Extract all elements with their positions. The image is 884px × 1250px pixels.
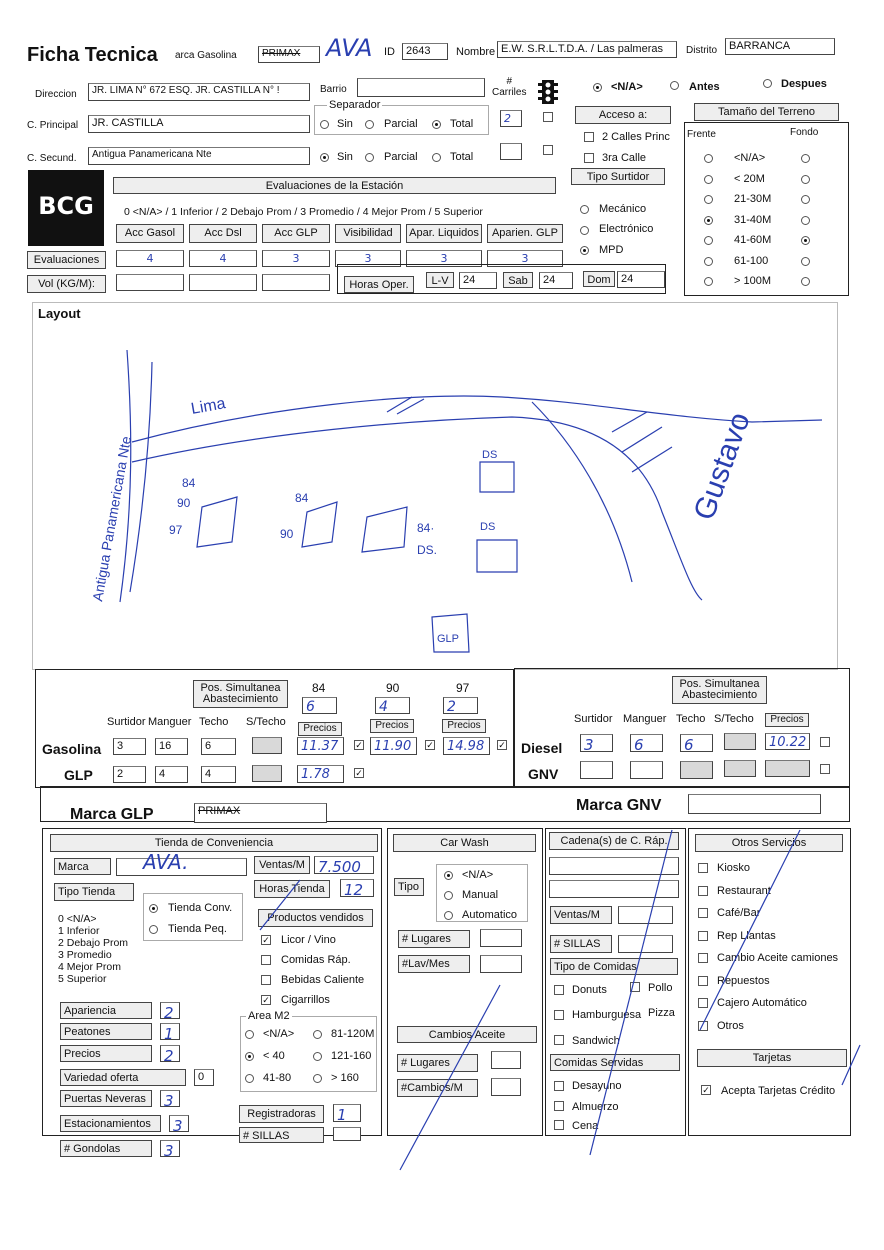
vol-field-2[interactable]	[262, 274, 330, 291]
gnv-manguer[interactable]	[630, 761, 663, 779]
timing-antes-radio[interactable]	[670, 81, 679, 90]
cadena-sillas-label: # SILLAS	[550, 935, 612, 953]
evaluaciones-scale: 0 <N/A> / 1 Inferior / 2 Debajo Prom / 3 Promedio / 4 Mejor Prom / 5 Superior	[124, 206, 483, 218]
otros-label-3: Rep Llantas	[717, 929, 776, 942]
terreno-size-label-4: 41-60M	[734, 234, 772, 246]
gasolina-surtidor[interactable]: 3	[113, 738, 146, 755]
terreno-size-label-3: 31-40M	[734, 213, 772, 226]
tienda-ventas-field[interactable]: 7.500	[314, 856, 374, 874]
tarjetas-check[interactable]: ✓	[702, 1085, 710, 1095]
acceso-header: Acceso a:	[575, 106, 671, 124]
cadena-ventas-label: Ventas/M	[550, 906, 612, 924]
tienda-horas-field[interactable]: 12	[340, 879, 374, 897]
tienda-precios-field[interactable]: 2	[160, 1045, 180, 1062]
eval-col-3: Visibilidad	[335, 224, 401, 243]
tienda-scale-5: 5 Superior	[58, 973, 107, 985]
id-field[interactable]: 2643	[402, 43, 448, 60]
diesel-techo[interactable]: 6	[680, 734, 713, 752]
id-label: ID	[384, 46, 395, 58]
timing-antes-label: Antes	[689, 81, 720, 93]
horas-sab-label: Sab	[503, 272, 533, 288]
area-label-2: < 40	[263, 1050, 285, 1062]
carwash-opt-label-1: Manual	[462, 889, 499, 901]
sep2-sin-label: Sin	[337, 151, 353, 163]
carriles-field-2[interactable]	[500, 143, 522, 160]
surtidor-mpd-label: MPD	[599, 244, 624, 256]
svg-text:DS.: DS.	[417, 543, 438, 557]
tienda-peq-label: Tienda Peq.	[168, 923, 227, 935]
tienda-scale-1: 1 Inferior	[58, 925, 100, 937]
marca-glp-label: Marca GLP	[70, 806, 154, 823]
gnv-stecho[interactable]	[724, 760, 756, 777]
svg-text:Gustavo: Gustavo	[687, 408, 757, 525]
terreno-fondo-radio-2[interactable]	[801, 195, 810, 204]
tienda-variedad-field[interactable]: 0	[194, 1069, 214, 1086]
registradoras-field[interactable]: 1	[333, 1104, 361, 1122]
servida-cena-label: Cena	[572, 1120, 599, 1132]
principal-label: C. Principal	[27, 120, 79, 131]
eval-col-1: Acc Dsl	[189, 224, 257, 243]
otros-label-5: Repuestos	[717, 974, 770, 987]
evaluaciones-header: Evaluaciones de la Estación	[113, 177, 556, 194]
barrio-field[interactable]	[357, 78, 485, 97]
col-stecho-left: S/Techo	[246, 716, 286, 728]
distrito-field[interactable]: BARRANCA	[725, 38, 835, 55]
gnv-techo[interactable]	[680, 761, 713, 779]
marca-glp-field[interactable]: PRIMAX	[194, 803, 327, 823]
nombre-field[interactable]: E.W. S.R.L.T.D.A. / Las palmeras	[497, 41, 677, 58]
surtidor-electronico-radio[interactable]	[580, 226, 589, 235]
sep1-parcial-label: Parcial	[384, 118, 418, 130]
marca-label: arca Gasolina	[175, 50, 237, 61]
terreno-size-label-5: 61-100	[734, 254, 769, 267]
direccion-field[interactable]: JR. LIMA N° 672 ESQ. JR. CASTILLA N° !	[88, 83, 310, 101]
terreno-frente-label: Frente	[687, 129, 716, 140]
col-precios-90: Precios	[370, 719, 414, 733]
terreno-frente-radio-2[interactable]	[704, 195, 713, 204]
tienda-gondolas-field[interactable]: 3	[160, 1140, 180, 1157]
tienda-marca-hw: AVA.	[143, 850, 189, 874]
pen-strokes	[0, 820, 884, 1180]
tienda-precios-label: Precios	[60, 1045, 152, 1062]
sep1-parcial-radio[interactable]	[365, 120, 374, 129]
otros-label-7: Otros	[717, 1019, 744, 1032]
terreno-fondo-radio-4[interactable]	[801, 236, 810, 245]
diesel-manguer[interactable]: 6	[630, 734, 663, 752]
col-manguer-right: Manguer	[623, 713, 667, 725]
gnv-surtidor[interactable]	[580, 761, 613, 779]
col-techo-left: Techo	[199, 716, 229, 728]
distrito-label: Distrito	[686, 45, 718, 56]
acceso-2calles-check[interactable]	[584, 132, 594, 142]
comida-sandwich-label: Sandwich	[572, 1035, 620, 1047]
producto-label-0: Licor / Vino	[281, 934, 336, 946]
glp-manguer[interactable]: 4	[155, 766, 188, 783]
carwash-header: Car Wash	[393, 834, 536, 852]
gasolina-manguer[interactable]: 16	[155, 738, 188, 755]
carwash-tipo-label: Tipo	[394, 878, 424, 896]
sep1-total-radio[interactable]	[432, 120, 441, 129]
tienda-peatones-label: Peatones	[60, 1023, 152, 1040]
separador-label: Separador	[329, 99, 381, 111]
diesel-stecho[interactable]	[724, 733, 756, 750]
tienda-apariencia-label: Apariencia	[60, 1002, 152, 1019]
comida-pollo-label: Pollo	[648, 982, 673, 994]
svg-text:90: 90	[177, 496, 191, 510]
timing-na-label: <N/A>	[611, 81, 643, 93]
acceso-3ra-check[interactable]	[584, 153, 594, 163]
svg-text:97: 97	[169, 523, 183, 537]
otros-label-2: Café/Bar	[717, 907, 761, 919]
area-label-1: 81-120M	[331, 1028, 375, 1040]
area-label-5: > 160	[331, 1072, 359, 1084]
tienda-puertas-label: Puertas Neveras	[60, 1090, 152, 1107]
diesel-surtidor[interactable]: 3	[580, 734, 613, 752]
octane-84: 84	[312, 681, 326, 695]
otros-label-6: Cajero Automático	[717, 997, 807, 1009]
tienda-marca-label: Marca	[54, 858, 111, 875]
svg-text:84·: 84·	[417, 521, 435, 535]
nombre-label: Nombre	[456, 46, 496, 58]
sep2-parcial-radio[interactable]	[365, 153, 374, 162]
terreno-fondo-radio-1[interactable]	[801, 175, 810, 184]
tienda-variedad-label: Variedad oferta	[60, 1069, 186, 1086]
timing-despues-label: Despues	[781, 78, 827, 90]
carriles-label: # Carriles	[492, 76, 527, 98]
eval-value-3[interactable]: 3	[335, 250, 401, 267]
horas-dom-label: Dom	[583, 271, 615, 287]
area-label-0: <N/A>	[263, 1028, 295, 1040]
eval-col-0: Acc Gasol	[116, 224, 184, 243]
producto-label-2: Bebidas Caliente	[281, 974, 365, 986]
layout-title: Layout	[38, 306, 81, 321]
tienda-scale-2: 2 Debajo Prom	[58, 937, 129, 949]
col-stecho-right: S/Techo	[714, 713, 754, 725]
horas-sab-field[interactable]: 24	[539, 272, 573, 289]
eval-value-0[interactable]: 4	[116, 250, 184, 267]
sep2-parcial-label: Parcial	[384, 151, 418, 163]
otros-label-1: Restaurant	[717, 884, 771, 897]
eval-value-2[interactable]: 3	[262, 250, 330, 267]
gnv-precio-check[interactable]	[820, 764, 830, 774]
terreno-frente-radio-1[interactable]	[704, 175, 713, 184]
carriles-check-1[interactable]	[543, 112, 553, 122]
tienda-sillas-label: # SILLAS	[239, 1127, 324, 1143]
terreno-header: Tamaño del Terreno	[694, 103, 839, 121]
tienda-estac-label: Estacionamientos	[60, 1115, 161, 1132]
marca-gnv-label: Marca GNV	[576, 797, 662, 814]
servida-desayuno-label: Desayuno	[572, 1080, 622, 1092]
pos-97-field[interactable]: 2	[443, 697, 478, 714]
eval-value-4[interactable]: 3	[406, 250, 482, 267]
precio-84-check[interactable]: ✓	[355, 740, 363, 750]
productos-header: Productos vendidos	[258, 909, 373, 927]
tienda-scale-3: 3 Promedio	[58, 949, 112, 961]
pos-sim-header-right: Pos. Simultanea Abastecimiento	[672, 676, 767, 704]
servida-almuerzo-label: Almuerzo	[572, 1101, 619, 1113]
bcg-logo: BCG	[28, 170, 104, 246]
gasolina-label: Gasolina	[42, 741, 102, 757]
svg-text:90: 90	[280, 527, 294, 541]
diesel-precio-check[interactable]	[820, 737, 830, 747]
acceso-3ra-label: 3ra Calle	[602, 152, 647, 164]
col-precios-diesel: Precios	[765, 713, 809, 727]
traffic-light-icon	[537, 79, 559, 105]
cadena-tipo-header: Tipo de Comidas	[550, 958, 678, 975]
layout-sketch	[32, 302, 838, 670]
sep1-sin-label: Sin	[337, 118, 353, 130]
sep1-sin-radio[interactable]	[320, 120, 329, 129]
terreno-size-label-0: <N/A>	[734, 152, 766, 164]
glp-surtidor[interactable]: 2	[113, 766, 146, 783]
precio-97-check[interactable]: ✓	[498, 740, 506, 750]
producto-check-3[interactable]: ✓	[262, 995, 270, 1005]
tienda-horas-label: Horas Tienda	[254, 880, 330, 898]
surtidor-electronico-label: Electrónico	[599, 223, 654, 235]
eval-col-2: Acc GLP	[262, 224, 330, 243]
terreno-fondo-radio-0[interactable]	[801, 154, 810, 163]
terreno-frente-radio-4[interactable]	[704, 236, 713, 245]
otros-label-4: Cambio Aceite camiones	[717, 952, 839, 964]
terreno-frente-radio-3[interactable]	[704, 216, 713, 225]
comida-hamburguesa-label: Hamburguesa	[572, 1009, 642, 1021]
tienda-tipo-label: Tipo Tienda	[54, 883, 134, 901]
carwash-opt-label-2: Automatico	[462, 909, 518, 921]
terreno-frente-radio-6[interactable]	[704, 277, 713, 286]
terreno-size-label-1: < 20M	[734, 172, 765, 185]
sep2-sin-radio[interactable]	[320, 153, 329, 162]
precio-90-field[interactable]: 11.90	[370, 737, 417, 755]
svg-text:84: 84	[182, 476, 196, 490]
surtidor-mpd-radio[interactable]	[580, 246, 589, 255]
octane-97: 97	[456, 681, 470, 695]
gasolina-stecho[interactable]	[252, 737, 282, 754]
svg-text:84: 84	[295, 491, 309, 505]
horas-lv-label: L-V	[426, 272, 454, 288]
barrio-label: Barrio	[320, 84, 347, 95]
comida-pizza-label: Pizza	[648, 1007, 675, 1019]
tarjetas-header: Tarjetas	[697, 1049, 847, 1067]
svg-text:Antigua Panamericana Nte: Antigua Panamericana Nte	[89, 434, 135, 603]
glp-techo[interactable]: 4	[201, 766, 236, 783]
producto-label-1: Comidas Ráp.	[281, 954, 351, 966]
eval-col-4: Apar. Liquidos	[406, 224, 482, 243]
glp-stecho[interactable]	[252, 765, 282, 782]
precio-97-field[interactable]: 14.98	[443, 737, 490, 755]
terreno-fondo-label: Fondo	[790, 127, 819, 138]
tienda-conv-label: Tienda Conv.	[168, 902, 233, 914]
glp-label: GLP	[64, 767, 93, 783]
svg-text:DS: DS	[480, 521, 496, 533]
secund-field[interactable]: Antigua Panamericana Nte	[88, 147, 310, 165]
pos-84-field[interactable]: 6	[302, 697, 337, 714]
terreno-box	[684, 122, 849, 296]
sep1-total-label: Total	[450, 118, 474, 130]
svg-text:DS: DS	[482, 449, 498, 461]
cadena-header: Cadena(s) de C. Ráp.	[549, 832, 679, 850]
marca-handwritten: AVA	[326, 34, 373, 62]
vol-row-label: Vol (KG/M):	[27, 275, 106, 293]
col-surtidor-right: Surtidor	[574, 713, 613, 725]
direccion-label: Direccion	[35, 89, 77, 100]
comida-donuts-label: Donuts	[572, 984, 607, 996]
tienda-gondolas-label: # Gondolas	[60, 1140, 152, 1157]
timing-despues-radio[interactable]	[763, 79, 772, 88]
carwash-lav-label: #Lav/Mes	[398, 955, 470, 973]
otros-header: Otros Servicios	[695, 834, 843, 852]
terreno-fondo-radio-6[interactable]	[801, 277, 810, 286]
marca-gnv-field[interactable]	[688, 794, 821, 814]
pos-90-field[interactable]: 4	[375, 697, 410, 714]
carriles-field-1[interactable]: 2	[500, 110, 522, 127]
area-label: Area M2	[248, 1010, 290, 1022]
carwash-opt-label-0: <N/A>	[462, 869, 494, 881]
octane-90: 90	[386, 681, 400, 695]
svg-text:Lima: Lima	[189, 395, 227, 418]
tarjetas-label: Acepta Tarjetas Crédito	[721, 1085, 836, 1097]
col-precios-84: Precios	[298, 722, 342, 736]
terreno-frente-radio-5[interactable]	[704, 257, 713, 266]
precio-84-field[interactable]: 11.37	[297, 737, 344, 755]
gnv-precio-field[interactable]	[765, 760, 810, 777]
col-surtidor-left: Surtidor	[107, 716, 146, 728]
otros-label-0: Kiosko	[717, 862, 751, 874]
secund-label: C. Secund.	[27, 153, 77, 164]
surtidor-mecanico-radio[interactable]	[580, 205, 589, 214]
producto-label-3: Cigarrillos	[281, 994, 330, 1006]
tienda-estac-field[interactable]: 3	[169, 1115, 189, 1132]
terreno-size-label-6: > 100M	[734, 275, 771, 287]
diesel-label: Diesel	[521, 740, 563, 756]
terreno-size-label-2: 21-30M	[734, 193, 772, 205]
tienda-scale-4: 4 Mejor Prom	[58, 961, 122, 973]
horas-dom-field[interactable]: 24	[617, 271, 665, 288]
area-label-4: 41-80	[263, 1072, 292, 1084]
producto-check-0[interactable]: ✓	[262, 935, 270, 945]
glp-precio-check[interactable]: ✓	[355, 768, 363, 778]
tienda-header: Tienda de Conveniencia	[50, 834, 378, 852]
precio-90-check[interactable]: ✓	[426, 740, 434, 750]
tienda-scale-0: 0 <N/A>	[58, 913, 97, 925]
surtidor-mecanico-label: Mecánico	[599, 203, 647, 215]
registradoras-label: Registradoras	[239, 1105, 324, 1123]
vol-field-1[interactable]	[189, 274, 257, 291]
horas-label: Horas Oper.	[344, 276, 414, 293]
glp-precio-field[interactable]: 1.78	[297, 765, 344, 783]
sep2-total-radio[interactable]	[432, 153, 441, 162]
evaluaciones-row-label: Evaluaciones	[27, 251, 106, 269]
diesel-precio-field[interactable]: 10.22	[765, 733, 810, 750]
horas-lv-field[interactable]: 24	[459, 272, 497, 289]
area-label-3: 121-160	[331, 1050, 372, 1062]
terreno-fondo-radio-5[interactable]	[801, 257, 810, 266]
aceite-cambios-label: #Cambios/M	[397, 1079, 478, 1097]
principal-field[interactable]: JR. CASTILLA	[88, 115, 310, 133]
gasolina-techo[interactable]: 6	[201, 738, 236, 755]
col-precios-97: Precios	[442, 719, 486, 733]
tienda-apariencia-field[interactable]: 2	[160, 1002, 180, 1019]
timing-na-radio[interactable]	[593, 83, 602, 92]
tienda-puertas-field[interactable]: 3	[160, 1090, 180, 1107]
gnv-label: GNV	[528, 766, 559, 782]
pos-sim-header-left: Pos. Simultanea Abastecimiento	[193, 680, 288, 708]
eval-col-5: Aparien. GLP	[487, 224, 563, 243]
cadena-servidas-header: Comidas Servidas	[550, 1054, 680, 1071]
carriles-check-2[interactable]	[543, 145, 553, 155]
page-title: Ficha Tecnica	[27, 44, 158, 66]
sep2-total-label: Total	[450, 151, 474, 163]
carwash-lugares-label: # Lugares	[398, 930, 470, 948]
eval-value-1[interactable]: 4	[189, 250, 257, 267]
col-techo-right: Techo	[676, 713, 706, 725]
aceite-lugares-label: # Lugares	[397, 1054, 478, 1072]
tipo-surtidor-header: Tipo Surtidor	[571, 168, 665, 185]
tienda-peatones-field[interactable]: 1	[160, 1023, 180, 1040]
terreno-frente-radio-0[interactable]	[704, 154, 713, 163]
vol-field-0[interactable]	[116, 274, 184, 291]
aceite-header: Cambios Aceite	[397, 1026, 537, 1043]
tienda-ventas-label: Ventas/M	[254, 856, 310, 874]
marca-field[interactable]: PRIMAX	[258, 46, 320, 63]
eval-value-5[interactable]: 3	[487, 250, 563, 267]
acceso-2calles-label: 2 Calles Princ	[602, 131, 670, 143]
terreno-fondo-radio-3[interactable]	[801, 216, 810, 225]
col-manguer-left: Manguer	[148, 716, 192, 728]
svg-text:GLP: GLP	[437, 633, 460, 645]
